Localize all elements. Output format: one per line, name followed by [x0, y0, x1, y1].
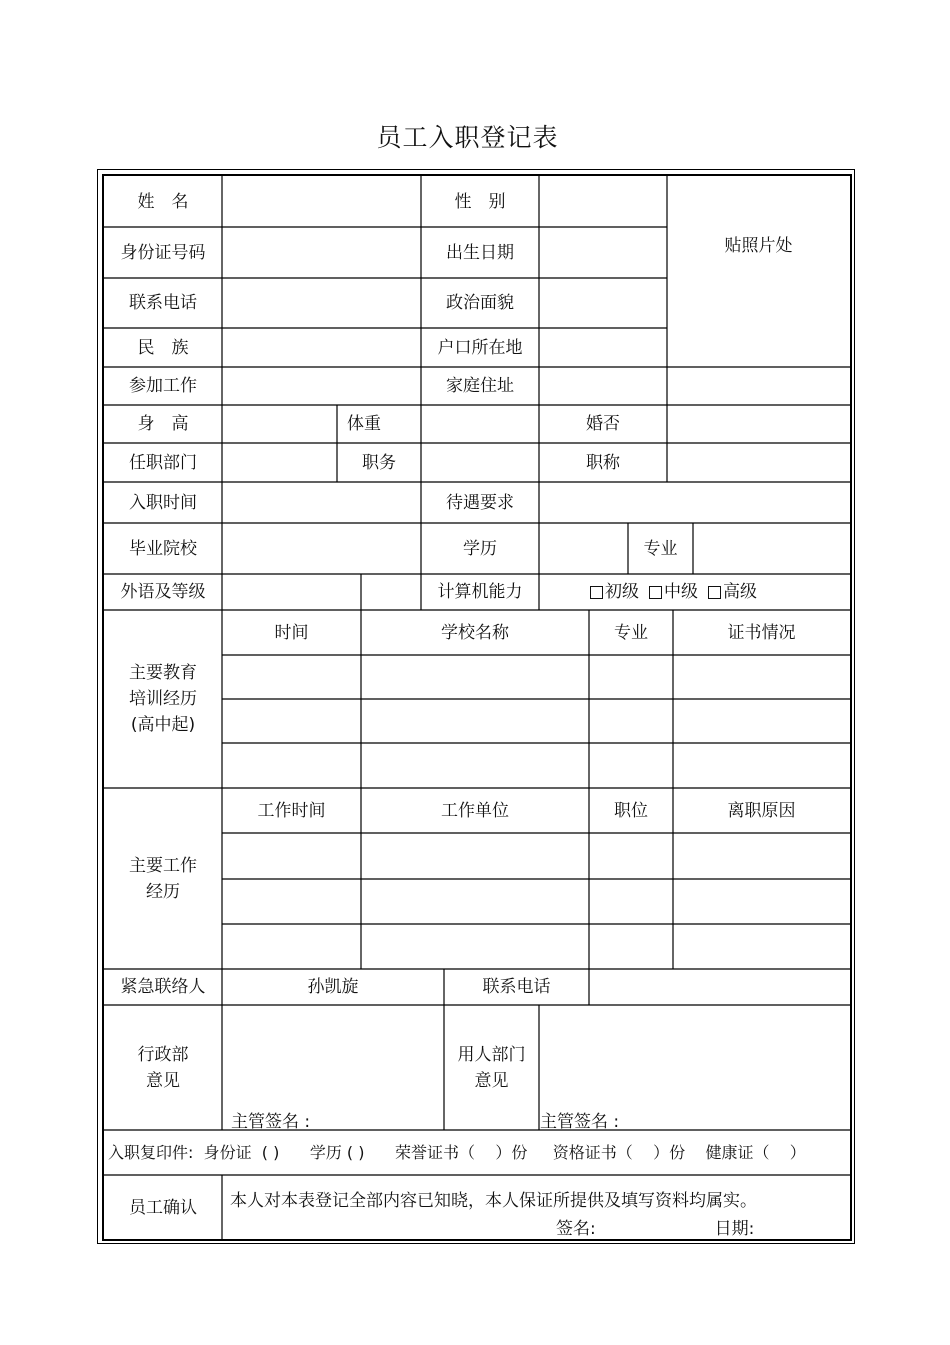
photo-placeholder: 贴照片处 [724, 236, 793, 256]
label-weight: 体重 [347, 414, 381, 434]
edu-header-major: 专业 [614, 622, 648, 643]
label-name: 姓 名 [137, 191, 189, 212]
school-field[interactable] [222, 523, 421, 574]
edu-header-time: 时间 [274, 622, 309, 643]
label-emergency-phone: 联系电话 [482, 977, 551, 997]
entry-copies-checklist: 入职复印件: 身份证 ( ) 学历 ( ) 荣誉证书（ ）份 资格证书（ ）份 健康证（ ） [108, 1142, 806, 1162]
gender-field[interactable] [539, 176, 667, 227]
table-row[interactable] [222, 655, 850, 699]
label-id-number: 身份证号码 [120, 242, 206, 263]
work-header-employer: 工作单位 [441, 800, 509, 821]
edu-header-certificate: 证书情况 [727, 622, 796, 643]
label-address: 家庭住址 [446, 376, 514, 396]
label-emergency-contact: 紧急联络人 [120, 977, 206, 997]
emergency-phone-field[interactable] [589, 969, 850, 1005]
label-education: 学历 [463, 538, 497, 559]
department-field[interactable] [222, 443, 337, 482]
major-field[interactable] [693, 523, 850, 574]
height-field[interactable] [222, 405, 337, 443]
id-number-field[interactable] [222, 227, 421, 278]
address-field[interactable] [539, 367, 850, 405]
label-political: 政治面貌 [446, 293, 514, 313]
education-field[interactable] [539, 523, 628, 574]
confirm-statement: 本人对本表登记全部内容已知晓，本人保证所提供及填写资料均属实。 [230, 1191, 757, 1211]
label-salary-req: 待遇要求 [446, 492, 514, 513]
label-computer: 计算机能力 [437, 582, 523, 602]
table-row[interactable] [222, 833, 850, 879]
marital-field[interactable] [667, 405, 850, 443]
computer-level-options [580, 574, 850, 610]
label-employee-confirm: 员工确认 [129, 1197, 197, 1218]
label-height: 身 高 [137, 414, 189, 434]
ethnicity-field[interactable] [222, 328, 421, 367]
option-basic[interactable]: 初级 [580, 579, 639, 605]
label-marital: 婚否 [586, 414, 620, 434]
label-hukou: 户口所在地 [437, 337, 523, 358]
label-entry-time: 入职时间 [129, 492, 197, 513]
entry-time-field[interactable] [222, 482, 421, 523]
sign-date-line: 签名: 日期: [556, 1219, 755, 1239]
work-header-reason: 离职原因 [727, 800, 796, 821]
work-header-position: 职位 [614, 800, 648, 821]
salary-req-field[interactable] [539, 482, 850, 523]
label-work-history: 主要工作 经历 [129, 855, 197, 902]
edu-header-school: 学校名称 [441, 622, 509, 643]
label-education-history: 主要教育 培训经历 (高中起) [129, 663, 197, 735]
checkbox-advanced[interactable] [708, 586, 721, 599]
label-work-start: 参加工作 [129, 376, 197, 396]
position-field[interactable] [421, 443, 539, 482]
table-row[interactable] [222, 743, 850, 788]
name-field[interactable] [222, 176, 421, 227]
admin-supervisor-sign: 主管签名 : [231, 1112, 311, 1132]
option-intermediate[interactable]: 中级 [639, 579, 698, 605]
phone-field[interactable] [222, 278, 421, 328]
checkbox-basic[interactable] [590, 586, 603, 599]
table-row[interactable] [222, 924, 850, 969]
label-phone: 联系电话 [129, 293, 197, 313]
title-rank-field[interactable] [667, 443, 850, 482]
dept-supervisor-sign: 主管签名 : [540, 1112, 620, 1132]
label-gender: 性 别 [454, 191, 506, 212]
label-title-rank: 职称 [586, 452, 620, 473]
label-ethnicity: 民 族 [137, 337, 189, 358]
birth-date-field[interactable] [539, 227, 667, 278]
label-major: 专业 [643, 538, 678, 559]
emergency-contact-field[interactable]: 孙凯旋 [307, 977, 359, 997]
label-admin-opinion: 行政部 意见 [137, 1044, 189, 1091]
weight-field[interactable] [421, 405, 539, 443]
label-department: 任职部门 [129, 452, 197, 473]
table-row[interactable] [222, 879, 850, 924]
hukou-field[interactable] [539, 328, 667, 367]
checkbox-intermediate[interactable] [649, 586, 662, 599]
label-birth-date: 出生日期 [446, 242, 514, 263]
label-school: 毕业院校 [129, 538, 197, 559]
work-start-field[interactable] [222, 367, 421, 405]
political-field[interactable] [539, 278, 667, 328]
form-title: 员工入职登记表 [376, 123, 559, 152]
language-field[interactable] [222, 574, 361, 610]
table-row[interactable] [222, 699, 850, 743]
option-advanced[interactable]: 高级 [698, 579, 757, 605]
work-header-time: 工作时间 [257, 800, 326, 821]
label-dept-opinion: 用人部门 意见 [457, 1044, 526, 1091]
label-language: 外语及等级 [120, 582, 206, 602]
label-position: 职务 [362, 452, 396, 473]
